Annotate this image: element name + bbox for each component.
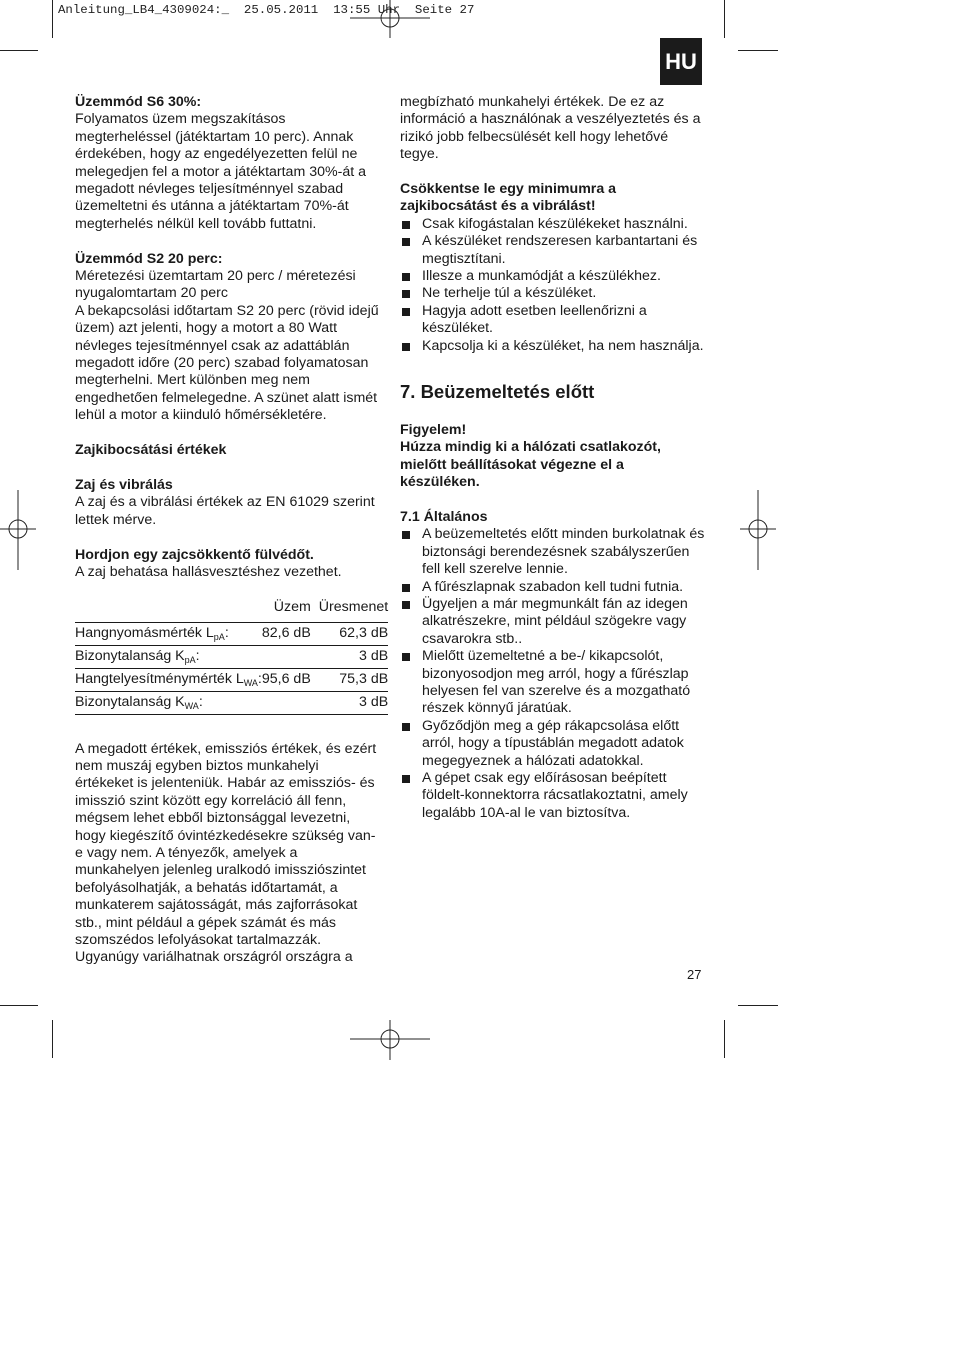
table-row: [75, 669, 388, 692]
warning-title: Figyelem!: [400, 421, 467, 438]
value-idle: 3 dB: [319, 692, 388, 715]
general-list: [400, 526, 705, 822]
section-title: 7. Beüzemeltetés előtt: [400, 381, 595, 403]
list-item: A készüléket rendszeresen karbantartani és megtisztítani.: [400, 233, 705, 268]
value-idle: 62,3 dB: [319, 623, 388, 646]
noise-title: Zajkibocsátási értékek: [75, 442, 227, 459]
list-item: Hagyja adott esetben leellenőrizni a készüléket.: [400, 303, 705, 338]
registration-mark-bottom: [350, 1020, 430, 1060]
value-operation: [262, 646, 319, 669]
value-idle: 3 dB: [319, 646, 388, 669]
registration-mark-right: [740, 490, 776, 570]
row-label: Bizonytalanság $K_{WA}$:: [75, 692, 262, 715]
row-label: Hangtelyesítménymérték $L_{WA}$:: [75, 669, 262, 692]
closing-text: A megadott értékek, emissziós értékek, és ezért nem muszáj egyben biztos munkahelyi értékeket is jelenteniük. Habár az emissziós- és imisszió szint között egy korreláció áll fenn, mégsem lehet ebből biztonsággal levezetni, hogy kiegészítő óvintézkedésekre szükség van- e vagy nem. A tényezők, amelyek a munkahelyen jelenleg uralkodó imissziószintet befolyásolhatják, a behatás időtartamát, a munkaterem sajátosságát, más zajforrásokat stb., mint például a gépek számát és más szomszédos lefolyásokat tartalmazzák. Ugyanúgy variálhatnak országról országra a: [75, 740, 377, 966]
print-header: Anleitung_LB4_4309024:_ 25.05.2011 13:55 Uhr Seite 27: [58, 3, 475, 17]
reduce-title: Csökkentse le egy minimumra a zajkibocsátást és a vibrálást!: [400, 181, 617, 215]
row-label: Hangnyomásmérték $L_{pA}$:: [75, 623, 262, 646]
list-item: Kapcsolja ki a készüléket, ha nem használja.: [400, 338, 705, 355]
table-row: [75, 692, 388, 715]
value-operation: 82,6 dB: [262, 623, 319, 646]
s2-text-1: Méretezési üzemtartam 20 perc / méretezési nyugalomtartam 20 perc: [75, 268, 356, 302]
list-item: Győződjön meg a gép rákapcsolása előtt arról, hogy a típustáblán megadott adatok megegyeznek a hálózati adatokkal.: [400, 718, 705, 770]
registration-mark-left: [0, 490, 36, 570]
noise-vibration-text: A zaj és a vibrálási értékek az EN 61029 szerint lettek mérve.: [75, 494, 375, 528]
general-title: 7.1 Általános: [400, 508, 488, 525]
s6-title: Üzemmód S6 30%:: [75, 94, 202, 110]
table-row: [75, 623, 388, 646]
s2-text-2: A bekapcsolási időtartam S2 20 perc (rövid idejű üzem) azt jelenti, hogy a motort a 80 Watt névleges tejesítménnyel csak az adattáblán megadott időre (20 perc) szabad folyamatosan megterhelni. Mert különben meg nem engedhetően felmelegedne. A szünet alatt ismét lehül a motor a kiinduló hőmérsékletére.: [75, 302, 379, 424]
ear-protection-text: A zaj behatása hallásvesztéshez vezethet.: [75, 563, 342, 580]
language-badge: HU: [660, 38, 702, 85]
continuation-text: megbízható munkahelyi értékek. De ez az információ a használónak a veszélyeztetés és a rizikó jobb felbecsülését kell hogy lehetővé tegye.: [400, 94, 701, 163]
left-column: [75, 94, 389, 967]
list-item: Mielőtt üzemeltetné a be-/ kikapcsolót, bizonyosodjon meg arról, hogy a fűrészlap helyesen fel van szerelve és a mozgatható részek könnyű járatúak.: [400, 648, 705, 718]
list-item: Illesze a munkamódját a készülékhez.: [400, 268, 705, 285]
value-operation: 95,6 dB: [262, 669, 319, 692]
registration-mark-top: [350, 0, 430, 38]
ear-protection-title: Hordjon egy zajcsökkentő fülvédőt.: [75, 546, 314, 563]
warning-text: Húzza mindig ki a hálózati csatlakozót, mielőtt beállításokat végezne el a készüléken.: [400, 439, 661, 491]
noise-vibration-title: Zaj és vibrálás: [75, 476, 173, 493]
s6-text: Folyamatos üzem megszakításos megterheléssel (játéktartam 10 perc). Annak érdekében, hogy az engedélyezetten felül ne melegedjen fel a motor a játéktartam 30%-át a megadott névleges teljesítménnyel szabad üzemeltetni és utánna a játéktartam 70%-át megterhelés nélkül kell tovább futtatni.: [75, 111, 366, 232]
list-item: Ne terhelje túl a készüléket.: [400, 285, 705, 302]
row-label: Bizonytalanság $K_{pA}$:: [75, 646, 262, 669]
s2-title: Üzemmód S2 20 perc:: [75, 250, 223, 267]
table-row: [75, 646, 388, 669]
noise-values-table: [75, 599, 388, 715]
list-item: Csak kifogástalan készülékeket használni.: [400, 216, 705, 233]
page-number: 27: [687, 967, 702, 982]
list-item: A beüzemeltetés előtt minden burkolatnak és biztonsági berendezésnek szabályszerűen fell kell szerelve lennie.: [400, 526, 705, 578]
list-item: A fűrészlapnak szabadon kell tudni futnia.: [400, 579, 705, 596]
list-item: Ügyeljen a már megmunkált fán az idegen alkatrészekre, mint például szögekre vagy csavarokra stb..: [400, 596, 705, 648]
value-operation: [262, 692, 319, 715]
list-item: A gépet csak egy előírásosan beépített földelt-konnektorra rácsatlakoztatni, amely legalább 10A-al le van biztosítva.: [400, 770, 705, 822]
reduce-list: [400, 216, 705, 355]
value-idle: 75,3 dB: [319, 669, 388, 692]
col-idle-header: Üresmenet: [318, 598, 389, 615]
right-column: [400, 94, 705, 822]
col-operation-header: Üzem: [273, 598, 311, 615]
